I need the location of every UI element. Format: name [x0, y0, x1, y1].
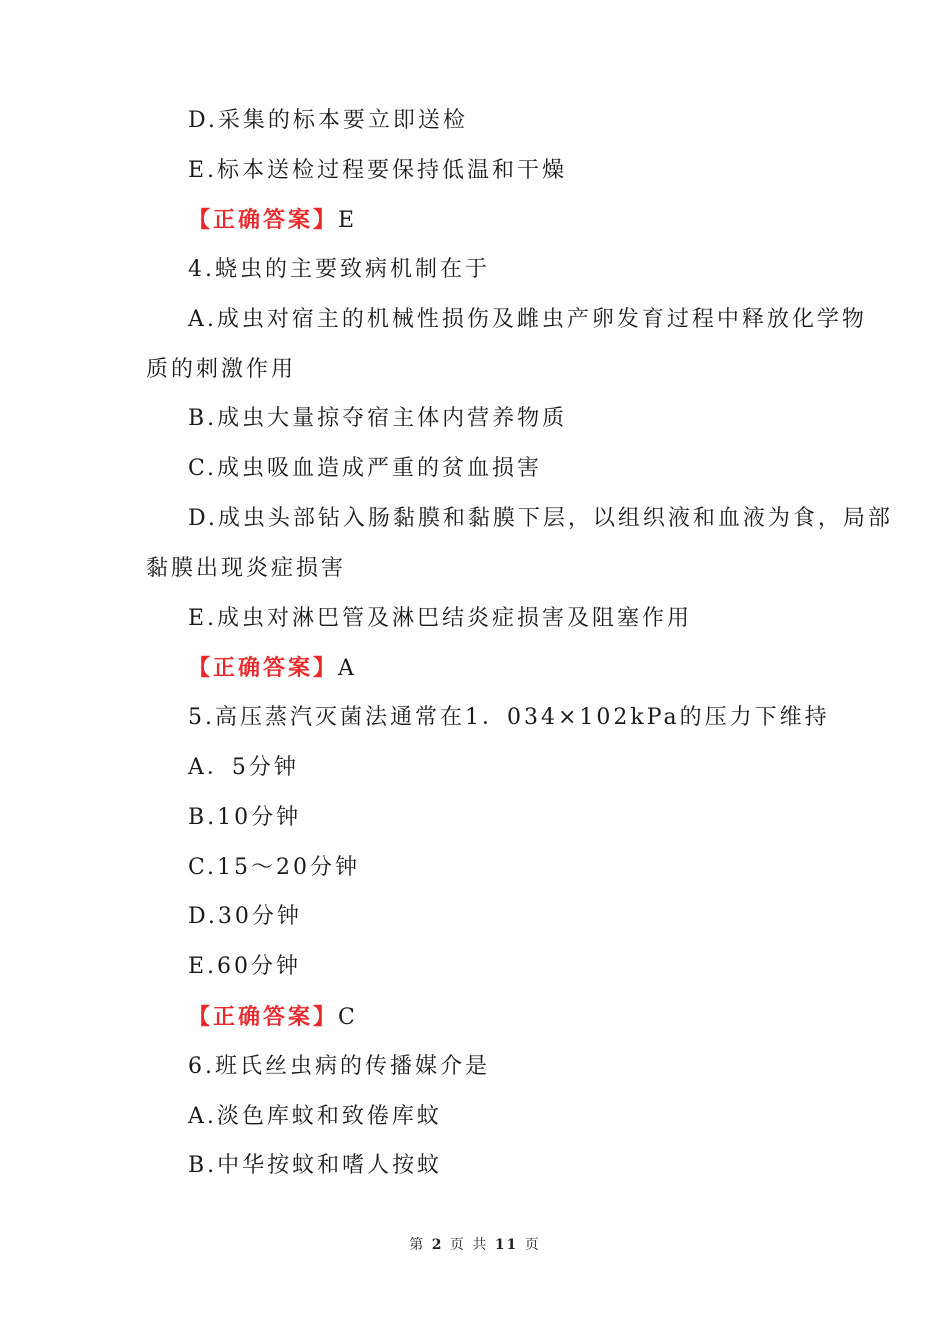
answer-bracket-open: 【 [188, 1004, 214, 1030]
answer-bracket-open: 【 [188, 655, 214, 681]
q3-option-d: D.采集的标本要立即送检 [188, 108, 468, 133]
q4-answer [188, 653, 357, 684]
q5-answer [188, 1002, 358, 1033]
answer-bracket-close: 】 [313, 1004, 339, 1030]
q4-option-a-line2: 质的刺激作用 [146, 357, 297, 382]
answer-letter: A [338, 656, 357, 681]
q6-option-b: B.中华按蚊和嗜人按蚊 [188, 1153, 443, 1178]
q3-option-e: E.标本送检过程要保持低温和干燥 [188, 158, 568, 183]
q4-stem: 4.蛲虫的主要致病机制在于 [188, 257, 490, 282]
footer-current-page: 2 [431, 1237, 444, 1253]
answer-label: 正确答案 [213, 207, 314, 233]
footer-suffix: 页 [524, 1237, 541, 1253]
answer-bracket-open: 【 [188, 207, 214, 233]
q3-answer [188, 205, 357, 236]
q5-option-d: D.30分钟 [188, 904, 302, 929]
answer-label: 正确答案 [213, 655, 314, 681]
footer-middle: 页 共 [449, 1237, 489, 1253]
answer-bracket-close: 】 [313, 207, 339, 233]
q6-option-a: A.淡色库蚊和致倦库蚊 [188, 1104, 442, 1129]
footer-prefix: 第 [409, 1237, 426, 1253]
q4-option-e: E.成虫对淋巴管及淋巴结炎症损害及阻塞作用 [188, 606, 693, 631]
answer-label: 正确答案 [213, 1004, 314, 1030]
q4-option-d-line1: D.成虫头部钻入肠黏膜和黏膜下层，以组织液和血液为食，局部 [188, 506, 893, 531]
q4-option-c: C.成虫吸血造成严重的贫血损害 [188, 456, 543, 481]
page-footer [0, 1234, 950, 1254]
q5-option-b: B.10分钟 [188, 805, 302, 830]
q4-option-a-line1: A.成虫对宿主的机械性损伤及雌虫产卵发育过程中释放化学物 [188, 307, 867, 332]
answer-bracket-close: 】 [313, 655, 339, 681]
answer-letter: C [338, 1005, 358, 1030]
q5-option-e: E.60分钟 [188, 954, 302, 979]
q5-option-a: A．5分钟 [188, 755, 299, 780]
footer-total-pages: 11 [494, 1237, 519, 1253]
answer-letter: E [338, 208, 358, 233]
q4-option-b: B.成虫大量掠夺宿主体内营养物质 [188, 406, 568, 431]
q5-option-c: C.15～20分钟 [188, 855, 361, 880]
q5-stem: 5.高压蒸汽灭菌法通常在1．034×102kPa的压力下维持 [188, 705, 830, 730]
q6-stem: 6.班氏丝虫病的传播媒介是 [188, 1054, 490, 1079]
q4-option-d-line2: 黏膜出现炎症损害 [146, 556, 347, 581]
